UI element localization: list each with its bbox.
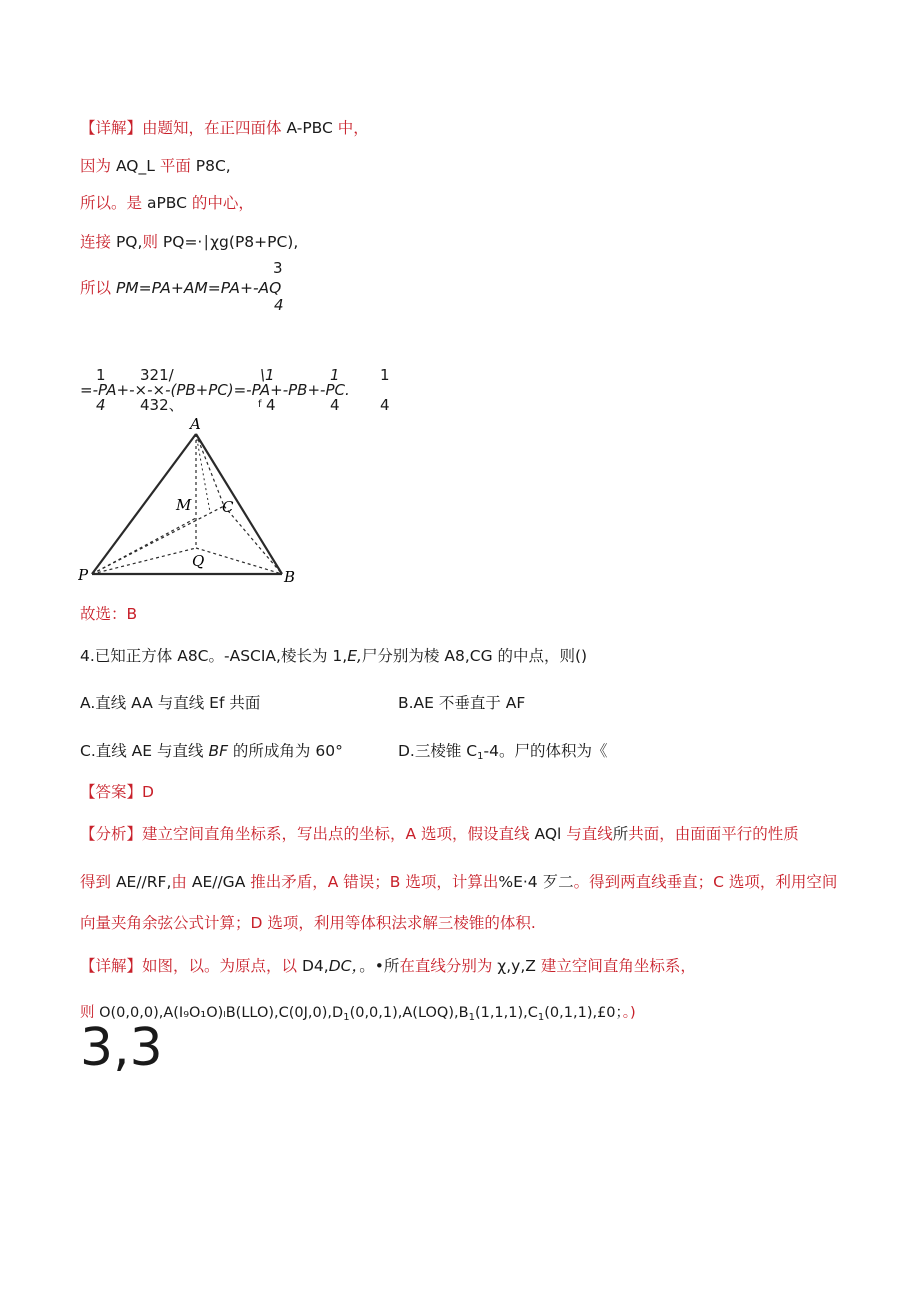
detail2-line-2: 则 $O(0,0,0),A(I_9O_1O)_lB(LLO),C(0J,0),D_1(0,0,1),A(LOQ),B_1(1,1,1),C_1(0,1,1),£0$；。)	[80, 1005, 636, 1023]
formula-main: =-PA+-×-×-(PB+PC)=-PA+-PB+-PC.	[80, 381, 350, 399]
formula-top-5: 1	[380, 366, 390, 384]
detail-line-4: 连接 PQ,则 PQ=·∣χg(P8+PC),	[80, 233, 299, 251]
answer-value: D	[142, 783, 154, 801]
detail-tag: 【详解】	[80, 119, 143, 137]
fraction-denominator: 4	[274, 296, 284, 314]
detail-line-1: 【详解】由题知，在正四面体 A-PBC 中，	[80, 119, 369, 137]
label-M: M	[176, 496, 192, 514]
detail-line-5: 所以 PM=PA+AM=PA+-AQ	[80, 279, 282, 297]
label-Q: Q	[192, 552, 205, 570]
label-C: C	[222, 498, 234, 516]
q4-stem: 4.已知正方体 A8C。-ASCIA,棱长为 1,E,尸分别为棱 A8,CG 的中点，则()	[80, 647, 588, 665]
formula-bot-5: 4	[380, 396, 390, 414]
choice-line: 故选：B	[80, 605, 138, 623]
formula-bot-3: f	[258, 399, 262, 410]
label-P: P	[78, 566, 89, 584]
detail-line-2: 因为 AQ_L 平面 P8C,	[80, 157, 231, 175]
big-text: 3,3	[80, 1018, 163, 1078]
formula-bot-1: 4	[96, 396, 106, 414]
detail2-line-1: 【详解】如图，以。为原点，以 D4,DC，。•所在直线分别为 χ,y,Z 建立空间直角坐标系，	[80, 957, 696, 975]
formula-top-4: 1	[330, 366, 340, 384]
formula-top-1: 1	[96, 366, 106, 384]
q4-option-b: B.AE 不垂直于 AF	[398, 694, 526, 712]
q4-option-c: C.直线 AE 与直线 BF 的所成角为 60°	[80, 742, 343, 760]
formula-bot-4: 4	[330, 396, 340, 414]
q4-option-d: D.三棱锥 $C_1-4$。尸的体积为《	[398, 742, 608, 762]
formula-top-3: \1	[260, 366, 275, 384]
answer-line	[80, 782, 154, 802]
detail-line-3: 所以。是 aPBC 的中心，	[80, 194, 254, 212]
formula-bot-2: 432、	[140, 396, 184, 414]
q4-option-a: A.直线 AA 与直线 Ef 共面	[80, 694, 261, 712]
label-B: B	[284, 568, 296, 586]
tetrahedron-figure	[78, 414, 304, 590]
analysis-line-2: 得到 AE//RF,由 AE//GA 推出矛盾，A 错误；B 选项，计算出%E·4 歹二。得到两直线垂直；C 选项，利用空间	[80, 873, 838, 891]
formula-top-2: 321/	[140, 366, 174, 384]
formula-bot-3b: 4	[266, 396, 276, 414]
analysis-line-1: 【分析】建立空间直角坐标系，写出点的坐标，A 选项，假设直线 AQl 与直线所共面，由面面平行的性质	[80, 825, 799, 843]
label-A: A	[190, 415, 201, 433]
analysis-line-3: 向量夹角余弦公式计算；D 选项，利用等体积法求解三棱锥的体积.	[80, 914, 536, 932]
answer-tag: 【答案】	[80, 783, 143, 801]
fraction-numerator: 3	[273, 259, 283, 277]
